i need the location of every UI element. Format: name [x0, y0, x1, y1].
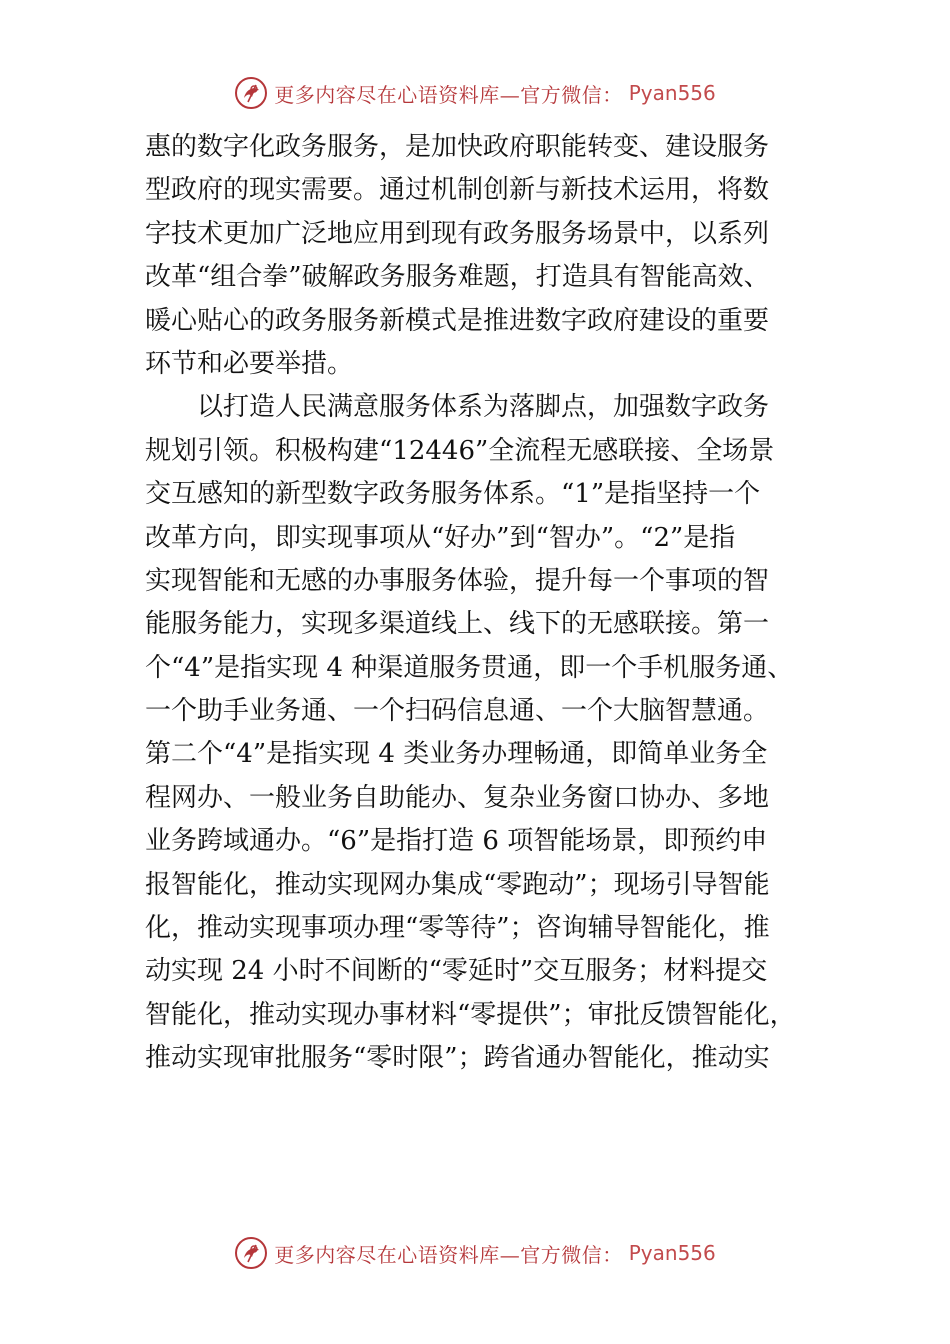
- body-line: 惠的数字化政务服务，是加快政府职能转变、建设服务: [145, 132, 770, 162]
- header-wechat-id: Pyan556: [628, 81, 716, 105]
- body-line: 报智能化，推动实现网办集成“零跑动”；现场引导智能: [145, 869, 770, 900]
- body-line: 暖心贴心的政务服务新模式是推进数字政府建设的重要: [145, 305, 770, 336]
- body-line: 型政府的现实需要。通过机制创新与新技术运用，将数: [145, 175, 770, 206]
- header-watermark-text: 更多内容尽在心语资料库—官方微信：: [274, 82, 623, 107]
- body-line: 一个助手业务通、一个扫码信息通、一个大脑智慧通。: [145, 696, 770, 727]
- header-watermark: [0, 73, 950, 113]
- body-line: 改革方向，即实现事项从“好办”到“智办”。“2”是指: [145, 522, 736, 553]
- body-line: 个“4”是指实现 4 种渠道服务贯通，即一个手机服务通、: [145, 652, 794, 683]
- red-rose-seal-icon: [234, 1236, 268, 1270]
- body-line: 交互感知的新型数字政务服务体系。“1”是指坚持一个: [145, 479, 761, 510]
- body-line: 业务跨域通办。“6”是指打造 6 项智能场景，即预约申: [145, 826, 768, 857]
- body-line: 字技术更加广泛地应用到现有政务服务场景中，以系列: [145, 218, 770, 249]
- footer-watermark-text: 更多内容尽在心语资料库—官方微信：: [274, 1242, 623, 1267]
- document-body: [145, 126, 835, 1081]
- body-line: 化，推动实现事项办理“零等待”；咨询辅导智能化，推: [145, 913, 770, 944]
- body-line: 实现智能和无感的办事服务体验，提升每一个事项的智: [145, 565, 770, 596]
- body-line: 以打造人民满意服务体系为落脚点，加强数字政务: [145, 392, 770, 423]
- body-line: 第二个“4”是指实现 4 类业务办理畅通，即简单业务全: [145, 739, 768, 770]
- body-line: 规划引领。积极构建“12446”全流程无感联接、全场景: [145, 435, 775, 466]
- body-line: 推动实现审批服务“零时限”；跨省通办智能化，推动实: [145, 1043, 770, 1074]
- footer-watermark: [0, 1233, 950, 1273]
- body-line: 智能化，推动实现办事材料“零提供”；审批反馈智能化，: [145, 999, 796, 1030]
- red-rose-seal-icon: [234, 76, 268, 110]
- body-line: 改革“组合拳”破解政务服务难题，打造具有智能高效、: [145, 262, 770, 293]
- body-line: 动实现 24 小时不间断的“零延时”交互服务；材料提交: [145, 956, 768, 987]
- body-line: 程网办、一般业务自助能办、复杂业务窗口协办、多地: [145, 782, 770, 813]
- body-line: 环节和必要举措。: [145, 348, 354, 379]
- footer-wechat-id: Pyan556: [628, 1241, 716, 1265]
- body-line: 能服务能力，实现多渠道线上、线下的无感联接。第一: [145, 609, 770, 640]
